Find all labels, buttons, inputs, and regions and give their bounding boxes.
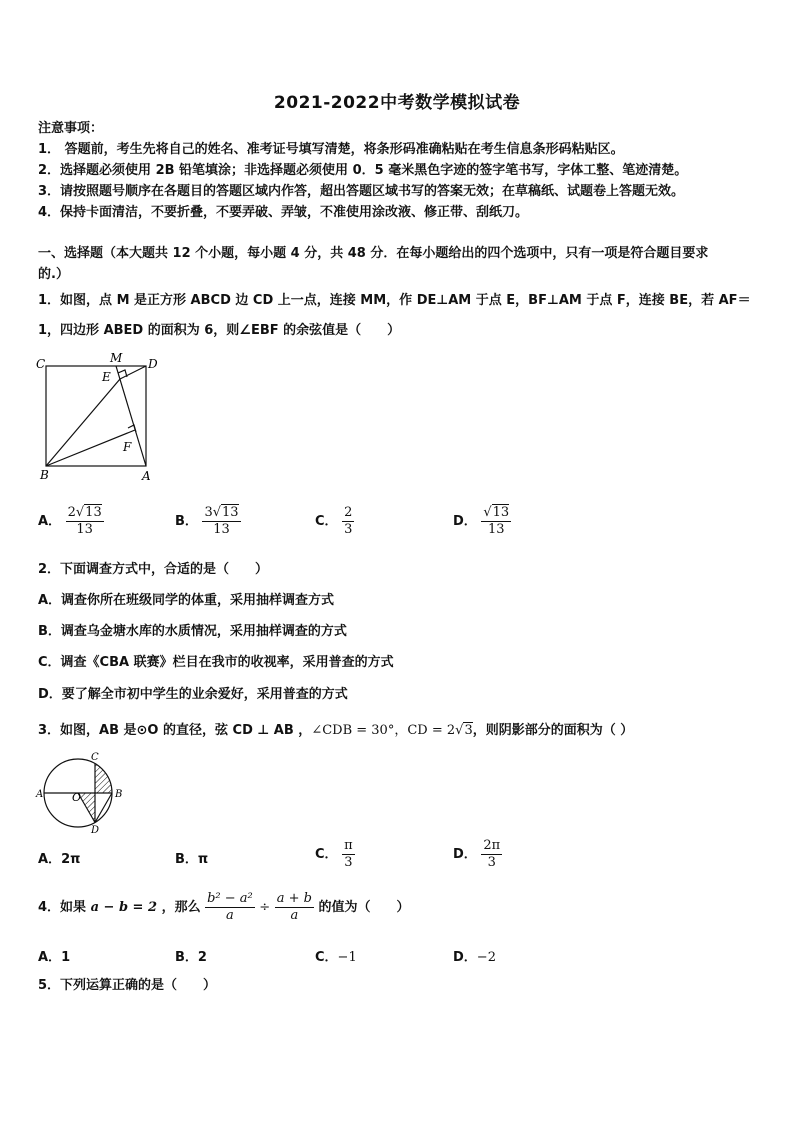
- q1-option-d[interactable]: D． $\frac{√13}{13}$: [453, 505, 510, 537]
- q1-option-c[interactable]: C． $\frac{2}{3}$: [315, 505, 353, 537]
- question-3-figure: [34, 748, 129, 836]
- question-1-figure: [30, 348, 160, 483]
- label-D: D: [91, 825, 100, 836]
- q1-option-b[interactable]: B． $\frac{3√13}{13}$: [175, 505, 239, 537]
- label-A: A: [36, 789, 44, 800]
- section-heading: 一、选择题（本大题共 12 个小题，每小题 4 分，共 48 分．在每小题给出的四个选项中，只有一项是符合题目要求: [38, 246, 709, 261]
- section-heading-cont: 的.）: [38, 267, 69, 282]
- q4-option-d[interactable]: D．−2: [453, 950, 496, 965]
- q4-option-a[interactable]: A．1: [38, 950, 71, 965]
- question-4-stem: 4．如果 a − b = 2 ，那么 $\frac{\text{b² − a²}}{a}$ ÷ $\frac{a + b}{a}$ 的值为（ ）: [38, 891, 410, 923]
- question-1-stem-cont: 1，四边形 ABED 的面积为 6，则∠EBF 的余弦值是（ ）: [38, 323, 401, 338]
- notice-item: 2．选择题必须使用 2B 铅笔填涂；非选择题必须使用 0．5 毫米黑色字迹的签字笔书写，字体工整、笔迹清楚。: [38, 163, 688, 178]
- question-2-stem: 2．下面调查方式中，合适的是（ ）: [38, 562, 269, 577]
- label-E: E: [102, 370, 111, 384]
- notice-heading: 注意事项：: [38, 121, 104, 136]
- label-A: A: [142, 469, 151, 483]
- q3-option-c[interactable]: C． $\frac{\pi}{3}$: [315, 838, 353, 870]
- label-B: B: [40, 468, 49, 482]
- q2-option-c[interactable]: C．调查《CBA 联赛》栏目在我市的收视率，采用普查的方式: [38, 655, 394, 670]
- label-D: D: [148, 357, 158, 371]
- q2-option-b[interactable]: B．调查乌金塘水库的水质情况，采用抽样调查的方式: [38, 624, 347, 639]
- q1-option-a[interactable]: A． $\frac{2√13}{13}$: [38, 505, 102, 537]
- q2-option-a[interactable]: A．调查你所在班级同学的体重，采用抽样调查方式: [38, 593, 335, 608]
- q2-option-d[interactable]: D．要了解全市初中学生的业余爱好，采用普查的方式: [38, 687, 348, 702]
- label-M: M: [110, 351, 123, 365]
- q4-option-c[interactable]: C．−1: [315, 950, 357, 965]
- q4-option-b[interactable]: B．2: [175, 950, 207, 965]
- q3-option-b[interactable]: B．π: [175, 852, 209, 867]
- question-1-stem: 1．如图，点 M 是正方形 ABCD 边 CD 上一点，连接 MM，作 DE⊥AM 于点 E，BF⊥AM 于点 F，连接 BE，若 AF＝: [38, 293, 751, 308]
- label-C: C: [36, 357, 46, 371]
- label-B: B: [115, 789, 123, 800]
- label-O: O: [72, 791, 82, 804]
- label-F: F: [123, 440, 132, 454]
- page-title: 2021-2022中考数学模拟试卷: [273, 93, 521, 113]
- question-5-stem: 5．下列运算正确的是（ ）: [38, 978, 217, 993]
- q3-option-d[interactable]: D． $\frac{2\pi}{3}$: [453, 838, 501, 870]
- notice-item: 1． 答题前，考生先将自己的姓名、准考证号填写清楚，将条形码准确粘贴在考生信息条形码粘贴区。: [38, 142, 624, 157]
- question-3-stem: 3．如图，AB 是⊙O 的直径，弦 CD ⊥ AB ，∠CDB = 30°，CD = 2√3，则阴影部分的面积为（ ）: [38, 723, 634, 738]
- notice-item: 3．请按照题号顺序在各题目的答题区域内作答，超出答题区域书写的答案无效；在草稿纸、试题卷上答题无效。: [38, 184, 685, 199]
- notice-item: 4．保持卡面清洁，不要折叠，不要弄破、弄皱，不准使用涂改液、修正带、刮纸刀。: [38, 205, 529, 220]
- q3-option-a[interactable]: A．2π: [38, 852, 81, 867]
- label-C: C: [91, 752, 99, 763]
